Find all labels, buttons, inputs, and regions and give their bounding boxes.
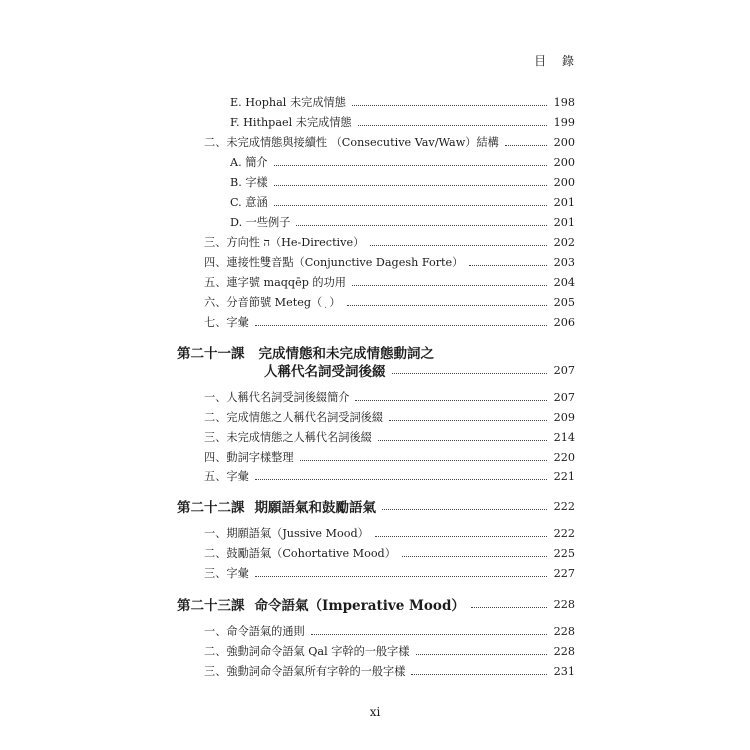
dot-leader (505, 145, 547, 146)
dot-leader (255, 576, 547, 577)
entry-page: 204 (553, 275, 575, 289)
toc-entry (0, 642, 750, 660)
toc-entry (0, 622, 750, 640)
entry-label: 三、方向性 ה（He-Directive） (204, 236, 365, 249)
lesson-title-continued: 人稱代名詞受詞後綴 (264, 364, 386, 380)
lesson-number: 第二十二課 (177, 500, 245, 516)
toc-entry (0, 428, 750, 446)
lesson-number: 第二十一課 (177, 346, 245, 362)
dot-leader (355, 400, 547, 401)
entry-label: 六、分音節號 Meteg（ ֽ ） (204, 296, 341, 309)
entry-page: 200 (553, 155, 575, 169)
entry-page: 227 (553, 566, 575, 580)
dot-leader (389, 420, 547, 421)
entry-label: C. 意涵 (230, 196, 268, 209)
entry-page: 205 (553, 295, 575, 309)
dot-leader (300, 460, 547, 461)
entry-label: E. Hophal 未完成情態 (230, 96, 346, 109)
toc-entry (0, 113, 750, 131)
entry-page: 198 (553, 95, 575, 109)
entry-page: 199 (553, 115, 575, 129)
toc-entry (0, 133, 750, 151)
toc-entry (0, 524, 750, 542)
lesson-heading (0, 495, 750, 517)
dot-leader (471, 607, 547, 608)
lesson-number: 第二十三課 (177, 598, 245, 614)
dot-leader (296, 225, 547, 226)
entry-page: 200 (553, 135, 575, 149)
toc-entry (0, 293, 750, 311)
entry-page: 231 (553, 664, 575, 678)
entry-label: 四、動詞字樣整理 (204, 451, 294, 464)
dot-leader (378, 440, 547, 441)
entry-page: 200 (553, 175, 575, 189)
dot-leader (255, 325, 547, 326)
entry-page: 228 (553, 597, 575, 611)
dot-leader (352, 105, 547, 106)
toc-entry (0, 173, 750, 191)
entry-page: 201 (553, 215, 575, 229)
toc-entry (0, 544, 750, 562)
entry-page: 228 (553, 644, 575, 658)
dot-leader (358, 125, 547, 126)
dot-leader (347, 305, 547, 306)
entry-page: 222 (553, 499, 575, 513)
toc-entry (0, 273, 750, 291)
page-number: xi (369, 705, 381, 719)
entry-label: D. 一些例子 (230, 216, 291, 229)
entry-label: 二、強動詞命令語氣 Qal 字幹的一般字樣 (204, 645, 410, 658)
lesson-title-line (0, 496, 376, 516)
entry-page: 203 (553, 255, 575, 269)
running-head: 目 錄 (534, 54, 580, 68)
dot-leader (274, 165, 547, 166)
entry-label: B. 字樣 (230, 176, 268, 189)
dot-leader (311, 634, 547, 635)
lesson-heading (0, 593, 750, 615)
toc-entry (0, 448, 750, 466)
toc-entry (0, 662, 750, 680)
entry-label: 五、連字號 maqqēp 的功用 (204, 276, 346, 289)
toc-entry (0, 467, 750, 485)
entry-label: 三、強動詞命令語氣所有字幹的一般字樣 (204, 665, 406, 678)
toc-entry (0, 388, 750, 406)
toc-entry (0, 564, 750, 582)
entry-page: 228 (553, 624, 575, 638)
entry-page: 206 (553, 315, 575, 329)
lesson-title-line (0, 594, 465, 614)
entry-label: 七、字彙 (204, 316, 249, 329)
dot-leader (370, 245, 547, 246)
dot-leader (392, 373, 548, 374)
entry-label: 一、期願語氣（Jussive Mood） (204, 527, 369, 540)
entry-page: 214 (553, 430, 575, 444)
toc-entry (0, 233, 750, 251)
toc-entry (0, 153, 750, 171)
lesson-title: 期願語氣和鼓勵語氣 (254, 500, 376, 516)
dot-leader (416, 654, 547, 655)
entry-label: 五、字彙 (204, 470, 249, 483)
entry-label: 四、連接性雙音點（Conjunctive Dagesh Forte） (204, 256, 464, 269)
entry-page: 201 (553, 195, 575, 209)
entry-page: 225 (553, 546, 575, 560)
dot-leader (255, 479, 547, 480)
dot-leader (274, 185, 547, 186)
entry-label: 一、人稱代名詞受詞後綴簡介 (204, 391, 350, 404)
dot-leader (469, 265, 547, 266)
entry-label: 一、命令語氣的通則 (204, 625, 305, 638)
toc-entry (0, 93, 750, 111)
toc-entry (0, 193, 750, 211)
entry-page: 209 (553, 410, 575, 424)
entry-label: 二、完成情態之人稱代名詞受詞後綴 (204, 411, 384, 424)
entry-label: F. Hithpael 未完成情態 (230, 116, 352, 129)
lesson-title: 命令語氣（Imperative Mood） (254, 598, 465, 614)
dot-leader (274, 205, 547, 206)
entry-label: A. 簡介 (230, 156, 268, 169)
lesson-title: 完成情態和未完成情態動詞之 (258, 346, 434, 362)
entry-page: 207 (553, 363, 575, 377)
entry-page: 221 (553, 469, 575, 483)
dot-leader (411, 674, 547, 675)
entry-label: 三、未完成情態之人稱代名詞後綴 (204, 431, 372, 444)
toc-entry (0, 408, 750, 426)
toc-entry (0, 213, 750, 231)
toc-entry (0, 313, 750, 331)
entry-label: 二、未完成情態與接續性 （Consecutive Vav/Waw）結構 (204, 136, 499, 149)
dot-leader (375, 536, 547, 537)
entry-page: 220 (553, 450, 575, 464)
toc-entry (0, 253, 750, 271)
entry-label: 二、鼓勵語氣（Cohortative Mood） (204, 547, 396, 560)
toc-entry (0, 360, 750, 380)
lesson-heading (177, 342, 434, 362)
entry-page: 202 (553, 235, 575, 249)
dot-leader (352, 285, 547, 286)
dot-leader (402, 556, 547, 557)
entry-label: 三、字彙 (204, 567, 249, 580)
entry-page: 222 (553, 526, 575, 540)
dot-leader (382, 509, 547, 510)
entry-page: 207 (553, 390, 575, 404)
